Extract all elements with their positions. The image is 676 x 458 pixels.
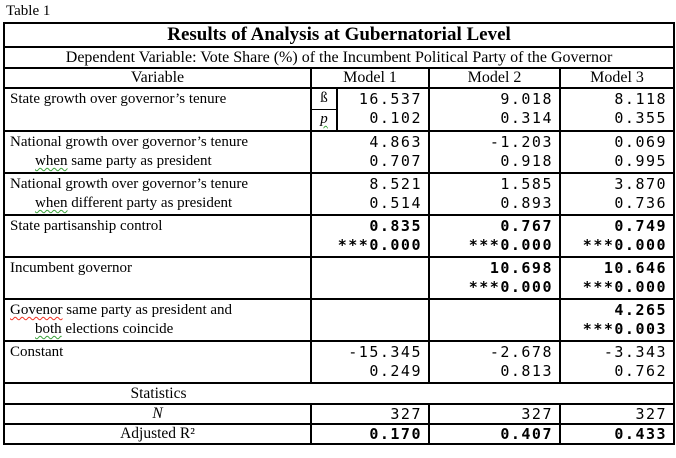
value-cell-model3: 8.118 0.355 bbox=[560, 88, 674, 131]
statistics-section: Statistics bbox=[4, 383, 674, 404]
value-cell-model3: 0.749 ***0.000 bbox=[560, 215, 674, 257]
adjusted-r2-label: Adjusted R² bbox=[4, 424, 311, 444]
col-header-model3: Model 3 bbox=[560, 68, 674, 88]
variable-label: Govenor same party as president and both elections coincide bbox=[4, 299, 311, 341]
col-header-model1: Model 1 bbox=[311, 68, 429, 88]
table-title: Results of Analysis at Gubernatorial Level bbox=[4, 23, 674, 47]
value-cell-model2: -2.678 0.813 bbox=[429, 341, 560, 383]
header-row bbox=[4, 68, 674, 88]
value-cell-model1 bbox=[311, 299, 429, 341]
dependent-variable-row bbox=[4, 47, 674, 68]
value-cell-model2: 10.698 ***0.000 bbox=[429, 257, 560, 299]
variable-label: National growth over governor’s tenure when different party as president bbox=[4, 173, 311, 215]
row-n bbox=[4, 404, 674, 424]
value-cell-model1: 4.863 0.707 bbox=[311, 131, 429, 173]
title-row bbox=[4, 23, 674, 47]
p-symbol: p bbox=[311, 110, 337, 132]
value-cell-model1: 16.537 0.102 bbox=[337, 88, 429, 131]
value-cell-model1: 0.835 ***0.000 bbox=[311, 215, 429, 257]
value-cell-model1: -15.345 0.249 bbox=[311, 341, 429, 383]
n-value-model2: 327 bbox=[429, 404, 560, 424]
value-cell-model1: 8.521 0.514 bbox=[311, 173, 429, 215]
row-adjusted-r2 bbox=[4, 424, 674, 444]
beta-symbol: ß bbox=[311, 88, 337, 110]
row-constant bbox=[4, 341, 674, 383]
statistics-section-row bbox=[4, 383, 674, 404]
value-cell-model3: -3.343 0.762 bbox=[560, 341, 674, 383]
value-cell-model2: -1.203 0.918 bbox=[429, 131, 560, 173]
col-header-model2: Model 2 bbox=[429, 68, 560, 88]
row-state-growth bbox=[4, 88, 674, 110]
variable-label: Constant bbox=[4, 341, 311, 383]
value-cell-model2: 0.767 ***0.000 bbox=[429, 215, 560, 257]
r2-value-model2: 0.407 bbox=[429, 424, 560, 444]
value-cell-model3: 3.870 0.736 bbox=[560, 173, 674, 215]
value-cell-model3: 10.646 ***0.000 bbox=[560, 257, 674, 299]
row-state-partisanship bbox=[4, 215, 674, 257]
value-cell-model1 bbox=[311, 257, 429, 299]
n-value-model1: 327 bbox=[311, 404, 429, 424]
r2-value-model3: 0.433 bbox=[560, 424, 674, 444]
row-national-growth-same bbox=[4, 131, 674, 173]
col-header-variable: Variable bbox=[4, 68, 311, 88]
r2-value-model1: 0.170 bbox=[311, 424, 429, 444]
table-label: Table 1 bbox=[6, 3, 51, 19]
n-value-model3: 327 bbox=[560, 404, 674, 424]
value-cell-model2: 1.585 0.893 bbox=[429, 173, 560, 215]
row-governor-same-party-coincide bbox=[4, 299, 674, 341]
row-incumbent-governor bbox=[4, 257, 674, 299]
value-cell-model2 bbox=[429, 299, 560, 341]
variable-label: State partisanship control bbox=[4, 215, 311, 257]
dependent-variable: Dependent Variable: Vote Share (%) of the Incumbent Political Party of the Governor bbox=[4, 47, 674, 68]
value-cell-model3: 0.069 0.995 bbox=[560, 131, 674, 173]
n-label: N bbox=[4, 404, 311, 424]
variable-label: Incumbent governor bbox=[4, 257, 311, 299]
value-cell-model2: 9.018 0.314 bbox=[429, 88, 560, 131]
variable-label: State growth over governor’s tenure bbox=[4, 88, 311, 131]
results-table bbox=[3, 22, 675, 445]
value-cell-model3: 4.265 ***0.003 bbox=[560, 299, 674, 341]
row-national-growth-diff bbox=[4, 173, 674, 215]
variable-label: National growth over governor’s tenure when same party as president bbox=[4, 131, 311, 173]
